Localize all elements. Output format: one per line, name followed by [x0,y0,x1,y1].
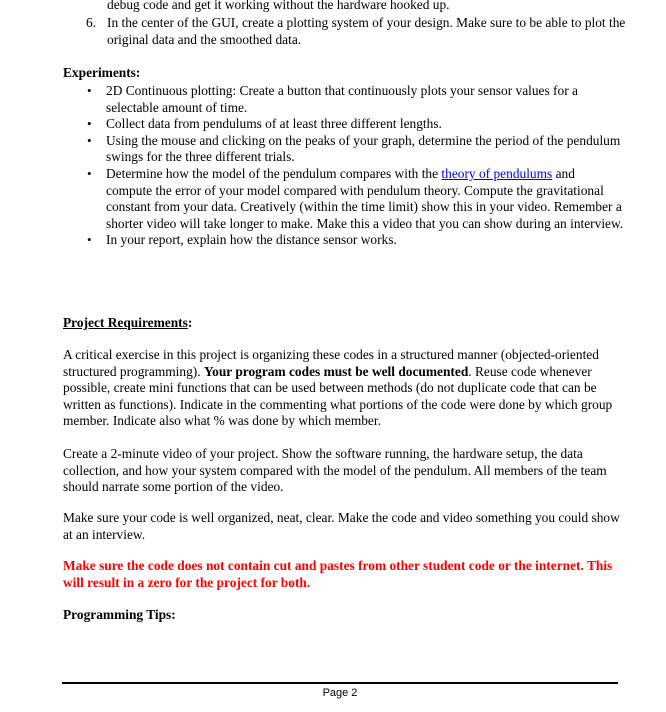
video-paragraph: Create a 2-minute video of your project. Show the software running, the hardware setup, the data collection, and how your system compared with the model of the pendulum. All members of the team should narrate some portion of the video. [63,446,607,495]
footer-divider [62,682,618,684]
list-item-text: Collect data from pendulums of at least three different lengths. [106,116,442,132]
programming-tips-heading: Programming Tips: [63,607,176,622]
heading-colon: : [187,315,193,330]
numbered-item-text: In the center of the GUI, create a plotting system of your design. Make sure to be able to plot the original data and the smoothed data. [107,15,626,47]
numbered-item-text: debug code and get it working without the hardware hooked up. [107,0,450,12]
list-item-text: 2D Continuous plotting: Create a button that continuously plots your sensor values for a selectable amount of time. [106,83,578,115]
list-item [84,133,624,166]
numbered-item-marker: 6. [86,15,97,30]
page-number: Page 2 [322,687,358,699]
experiments-heading: Experiments: [63,65,141,80]
list-item-text-pre: Determine how the model of the pendulum compares with the [106,165,442,181]
theory-of-pendulums-link[interactable]: theory of pendulums [441,165,553,181]
bullet-icon: • [87,132,92,148]
list-item [84,83,624,116]
requirements-text-cont: . Reuse code whenever possible, create mini functions that can be used between methods (do not duplicate code that can be written as functions). Indicate in the commenting what portions of the code were done by which group member. Indicate also what % was done by which member. [63,363,613,429]
list-item-text: In your report, explain how the distance sensor works. [106,232,397,248]
bullet-icon: • [87,83,92,98]
list-item [84,232,624,249]
plagiarism-warning: Make sure the code does not contain cut and pastes from other student code or the internet. This will result in a zero for the project for both. [63,558,613,590]
list-item-text: Using the mouse and clicking on the peaks of your graph, determine the period of the pendulum swings for the three different trials. [106,132,621,165]
experiments-bullet-list [84,83,624,249]
requirements-paragraph [63,347,623,430]
project-requirements-heading-text: Project Requirements [63,315,188,330]
code-quality-paragraph: Make sure your code is well organized, neat, clear. Make the code and video something you could show at an interview. [63,510,620,542]
bullet-icon: • [87,116,92,132]
project-requirements-heading [63,315,192,332]
list-item [84,116,624,133]
bullet-icon: • [87,165,92,181]
documentation-emphasis: Your program codes must be well documented [203,363,469,379]
list-item-text-post: and compute the error of your model compared with pendulum theory. Compute the gravitational constant from your data. Creatively (within the time limit) show this in your video. Remember a shorter video will take longer to make. Make this a video that you can show during an interview. [106,165,624,231]
list-item [84,166,624,232]
requirements-text: A critical exercise in this project is organizing these codes in a structured manner (objected-oriented structured programming). [63,347,599,379]
bullet-icon: • [87,232,92,248]
